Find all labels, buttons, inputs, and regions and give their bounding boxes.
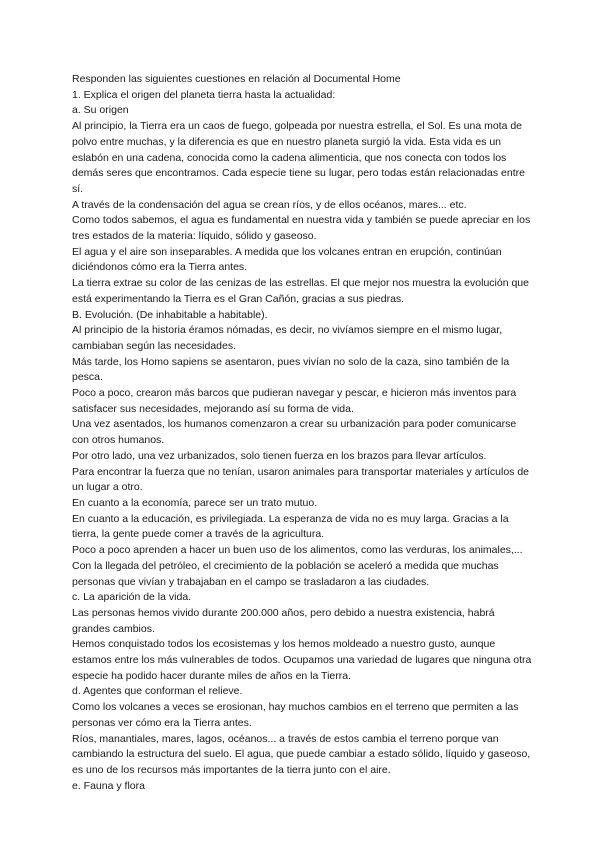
paragraph: Para encontrar la fuerza que no tenían, usaron animales para transportar materiales y artículos de un lugar a otro. bbox=[72, 465, 530, 494]
paragraph: Poco a poco aprenden a hacer un buen uso de los alimentos, como las verduras, los animales,... bbox=[72, 544, 523, 557]
document-page bbox=[72, 72, 532, 794]
paragraph: En cuanto a la educación, es privilegiada. La esperanza de vida no es muy larga. Gracias a la tierra, la gente puede comer a través de la agricultura. bbox=[72, 512, 509, 541]
section-heading-b: B. Evolución. (De inhabitable a habitable). bbox=[72, 308, 268, 321]
paragraph: Como los volcanes a veces se erosionan, hay muchos cambios en el terreno que permiten a las personas ver cómo era la Tierra antes. bbox=[72, 701, 519, 729]
paragraph: Las personas hemos vivido durante 200.000 años, pero debido a nuestra existencia, habrá grandes cambios. bbox=[72, 606, 495, 635]
section-heading-c: c. La aparición de la vida. bbox=[72, 591, 192, 604]
document-title: Responden las siguientes cuestiones en relación al Documental Home bbox=[72, 73, 401, 85]
paragraph: Al principio, la Tierra era un caos de fuego, golpeada por nuestra estrella, el Sol. Es una mota de polvo entre muchas, y la diferencia es que en nuestro planeta surgió la vida. Esta vida es un eslabón en una cadena, conocida como la cadena alimenticia, que nos conecta con todos los demás seres que encontramos. Cada especie tiene su lugar, pero todas están relacionadas entre sí. bbox=[72, 120, 525, 195]
section-heading-e: e. Fauna y flora bbox=[72, 779, 145, 792]
paragraph: Con la llegada del petróleo, el crecimiento de la población se aceleró a medida que muchas personas que vivían y trabajaban en el campo se trasladaron a las ciudades. bbox=[72, 559, 499, 588]
paragraph: Poco a poco, crearon más barcos que pudieran navegar y pescar, e hicieron más inventos para satisfacer sus necesidades, mejorando así su forma de vida. bbox=[72, 387, 517, 415]
paragraph: Por otro lado, una vez urbanizados, solo tienen fuerza en los brazos para llevar artículos. bbox=[72, 449, 487, 462]
paragraph: La tierra extrae su color de las cenizas de las estrellas. El que mejor nos muestra la evolución que está experimentando la Tierra es el Gran Cañón, gracias a sus piedras. bbox=[72, 277, 529, 305]
paragraph: Como todos sabemos, el agua es fundamental en nuestra vida y también se puede apreciar en los tres estados de la materia: líquido, sólido y gaseoso. bbox=[72, 214, 531, 243]
section-heading-d: d. Agentes que conforman el relieve. bbox=[72, 685, 243, 698]
question-heading: 1. Explica el origen del planeta tierra hasta la actualidad: bbox=[72, 88, 336, 101]
paragraph: En cuanto a la economía, parece ser un trato mutuo. bbox=[72, 496, 318, 509]
section-heading-a: a. Su origen bbox=[72, 104, 129, 117]
paragraph: Al principio de la historia éramos nómadas, es decir, no vivíamos siempre en el mismo lugar, cambiaban según las necesidades. bbox=[72, 324, 503, 352]
paragraph: Hemos conquistado todos los ecosistemas y los hemos moldeado a nuestro gusto, aunque estamos entre los más vulnerables de todos. Ocupamos una variedad de lugares que ninguna otra especie ha podido hacer durante miles de años en la Tierra. bbox=[72, 638, 532, 682]
paragraph: Más tarde, los Homo sapiens se asentaron, pues vivían no solo de la caza, sino también de la pesca. bbox=[72, 355, 510, 384]
paragraph: Una vez asentados, los humanos comenzaron a crear su urbanización para poder comunicarse con otros humanos. bbox=[72, 418, 517, 447]
paragraph: A través de la condensación del agua se crean ríos, y de ellos océanos, mares... etc. bbox=[72, 198, 467, 211]
paragraph: El agua y el aire son inseparables. A medida que los volcanes entran en erupción, continúan diciéndonos cómo era la Tierra antes. bbox=[72, 245, 502, 274]
paragraph: Ríos, manantiales, mares, lagos, océanos... a través de estos cambia el terreno porque van cambiando la estructura del suelo. El agua, que puede cambiar a estado sólido, líquido y gaseoso, es uno de los recursos más importantes de la tierra junto con el aire. bbox=[72, 732, 531, 776]
